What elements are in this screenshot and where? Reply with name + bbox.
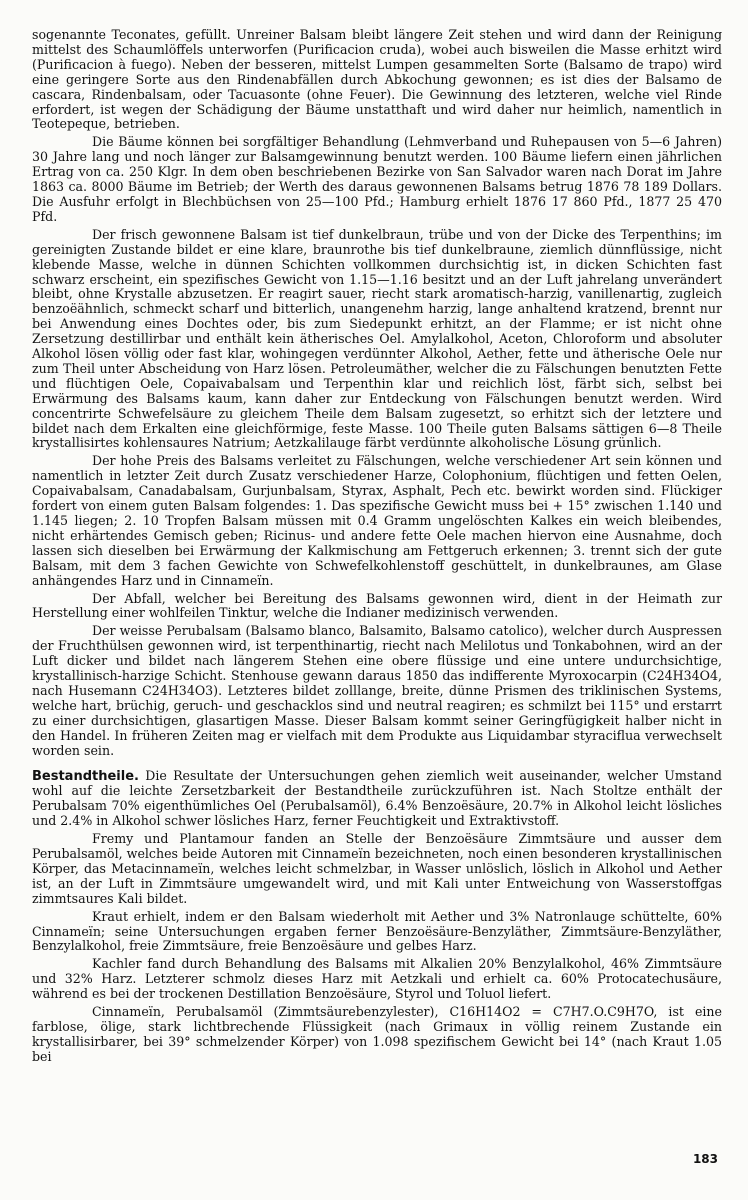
- paragraph-eigenschaften: Der frisch gewonnene Balsam ist tief dunkelbraun, trübe und von der Dicke des Terpenthins; im gereinigten Zustande bildet er eine klare, braunrothe bis tief dunkelbraune, ziemlich dünnflüssige, nicht klebende Masse, welche in dünnen Schichten vollkommen durchsichtig ist, in dicken Schichten fast schwarz erscheint, ein spezifisches Gewicht von 1.15—1.16 besitzt und an der Luft jahrelang unverändert bleibt, ohne Krystalle abzusetzen. Er reagirt sauer, riecht stark aromatisch-harzig, vanillenartig, zugleich benzoëähnlich, schmeckt scharf und bitterlich, unangenehm harzig, lange anhaltend kratzend, brennt nur bei Anwendung eines Dochtes oder, bis zum Siedepunkt erhitzt, an der Flamme; er ist nicht ohne Zersetzung destillirbar und enthält kein ätherisches Oel. Amylalkohol, Aceton, Chloroform und absoluter Alkohol lösen völlig oder fast klar, wohingegen verdünnter Alkohol, Aether, fette und ätherische Oele nur zum Theil unter Abscheidung von Harz lösen. Petroleumäther, welcher die zu Fälschungen benutzten Fette und flüchtigen Oele, Copaivabalsam und Terpenthin klar und reichlich löst, färbt sich, selbst bei Erwärmung des Balsams kaum, kann daher zur Entdeckung von Fälschungen benutzt werden. Wird concentrirte Schwefelsäure zu gleichem Theile dem Balsam zugesetzt, so erhitzt sich der letztere und bildet nach dem Erkalten eine gleichförmige, feste Masse. 100 Theile guten Balsams sättigen 6—8 Theile krystallisirtes kohlensaures Natrium; Aetzkalilauge färbt verdünnte alkoholische Lösung grünlich.: [32, 226, 722, 451]
- paragraph-weisser-perubalsam: Der weisse Perubalsam (Balsamo blanco, Balsamito, Balsamo catolico), welcher durch Auspressen der Fruchthülsen gewonnen wird, ist terpenthinartig, riecht nach Melilotus und Tonkabohnen, wird an der Luft dicker und bildet nach längerem Stehen eine obere flüssige und eine untere undurchsichtige, krystallinisch-harzige Schicht. Stenhouse gewann daraus 1850 das indifferente Myroxocarpin (C24H34O4, nach Husemann C24H34O3). Letzteres bildet zolllange, breite, dünne Prismen des triklinischen Systems, welche hart, brüchig, geruch- und geschacklos sind und neutral reagiren; es schmilzt bei 115° und erstarrt zu einer durchsichtigen, glasartigen Masse. Dieser Balsam kommt seiner Geringfügigkeit halber nicht in den Handel. In früheren Zeiten mag er vielfach mit dem Produkte aus Liquidambar styraciflua verwechselt worden sein.: [32, 623, 722, 758]
- paragraph-cinnamein: Cinnameïn, Perubalsamöl (Zimmtsäurebenzylester), C16H14O2 = C7H7.O.C9H7O, ist eine farblose, ölige, stark lichtbrechende Flüssigkeit (nach Grimaux in völlig reinem Zustande ein krystallisirbarer, bei 39° schmelzender Körper) von 1.098 spezifischem Gewicht bei 14° (nach Kraut 1.05 bei: [32, 1004, 722, 1064]
- paragraph-faelschungen: Der hohe Preis des Balsams verleitet zu Fälschungen, welche verschiedener Art sein können und namentlich in letzter Zeit durch Zusatz verschiedener Harze, Colophonium, flüchtigen und fetten Oelen, Copaivabalsam, Canadabalsam, Gurjunbalsam, Styrax, Asphalt, Pech etc. bewirkt worden sind. Flückiger fordert von einem guten Balsam folgendes: 1. Das spezifische Gewicht muss bei + 15° zwischen 1.140 und 1.145 liegen; 2. 10 Tropfen Balsam müssen mit 0.4 Gramm ungelöschten Kalkes ein weich bleibendes, nicht erhärtendes Gemisch geben; Ricinus- und andere fette Oele machen hiervon eine Ausnahme, doch lassen sich dieselben bei Erwärmung der Kalkmischung am Fettgeruch erkennen; 3. trennt sich der gute Balsam, mit dem 3 fachen Gewichte von Schwefelkohlenstoff geschüttelt, in dunkelbraunes, am Glase anhängendes Harz und in Cinnameïn.: [32, 453, 722, 588]
- paragraph-fremy-plantamour: Fremy und Plantamour fanden an Stelle der Benzoësäure Zimmtsäure und ausser dem Perubalsamöl, welches beide Autoren mit Cinnameïn bezeichneten, noch einen besonderen krystallinischen Körper, das Metacinnameïn, welches leicht schmelzbar, in Wasser unlöslich, löslich in Alkohol und Aether ist, an der Luft in Zimmtsäure umgewandelt wird, und mit Kali unter Entweichung von Wasserstoffgas zimmtsaures Kali bildet.: [32, 831, 722, 906]
- paragraph-teconates: sogenannte Teconates, gefüllt. Unreiner Balsam bleibt längere Zeit stehen und wird dann der Reinigung mittelst des Schaumlöffels unterworfen (Purificacion cruda), wobei auch bisweilen die Masse erhitzt wird (Purificacion à fuego). Neben der besseren, mittelst Lumpen gesammelten Sorte (Balsamo de trapo) wird eine geringere Sorte aus den Rindenabfällen durch Abkochung gewonnen; es ist dies der Balsamo de cascara, Rindenbalsam, oder Tacuasonte (ohne Feuer). Die Gewinnung des letzteren, welche viel Rinde erfordert, ist wegen der Schädigung der Bäume unstatthaft und wird daher nur heimlich, namentlich in Teotepeque, betrieben.: [32, 27, 722, 132]
- paragraph-kachler: Kachler fand durch Behandlung des Balsams mit Alkalien 20% Benzylalkohol, 46% Zimmtsäure und 32% Harz. Letzterer schmolz dieses Harz mit Aetzkali und erhielt ca. 60% Protocatechusäure, während es bei der trockenen Destillation Benzoësäure, Styrol und Toluol liefert.: [32, 956, 722, 1002]
- paragraph-bestandtheile: [32, 769, 722, 830]
- paragraph-kraut: Kraut erhielt, indem er den Balsam wiederholt mit Aether und 3% Natronlauge schüttelte, 60% Cinnameïn; seine Untersuchungen ergaben ferner Benzoësäure-Benzyläther, Zimmtsäure-Benzyläther, Benzylalkohol, freie Zimmtsäure, freie Benzoësäure und gelbes Harz.: [32, 908, 722, 954]
- paragraph-baeume: Die Bäume können bei sorgfältiger Behandlung (Lehmverband und Ruhepausen von 5—6 Jahren) 30 Jahre lang und noch länger zur Balsamgewinnung benutzt werden. 100 Bäume liefern einen jährlichen Ertrag von ca. 250 Klgr. In dem oben beschriebenen Bezirke von San Salvador waren nach Dorat im Jahre 1863 ca. 8000 Bäume im Betrieb; der Werth des daraus gewonnenen Balsams betrug 1876 78 189 Dollars. Die Ausfuhr erfolgt in Blechbüchsen von 25—100 Pfd.; Hamburg erhielt 1876 17 860 Pfd., 1877 25 470 Pfd.: [32, 134, 722, 224]
- section-body: Die Resultate der Untersuchungen gehen ziemlich weit auseinander, welcher Umstand wohl auf die leichte Zersetzbarkeit der Bestandtheile zurückzuführen ist. Nach Stoltze enthält der Perubalsam 70% eigenthümliches Oel (Perubalsamöl), 6.4% Benzoësäure, 20.7% in Alkohol leicht lösliches und 2.4% in Alkohol schwer lösliches Harz, ferner Feuchtigkeit und Extraktivstoff.: [32, 767, 722, 829]
- section-heading: Bestandtheile.: [32, 768, 139, 784]
- page-number: 183: [692, 1152, 718, 1166]
- paragraph-abfall: Der Abfall, welcher bei Bereitung des Balsams gewonnen wird, dient in der Heimath zur Herstellung einer wohlfeilen Tinktur, welche die Indianer medizinisch verwenden.: [32, 590, 722, 621]
